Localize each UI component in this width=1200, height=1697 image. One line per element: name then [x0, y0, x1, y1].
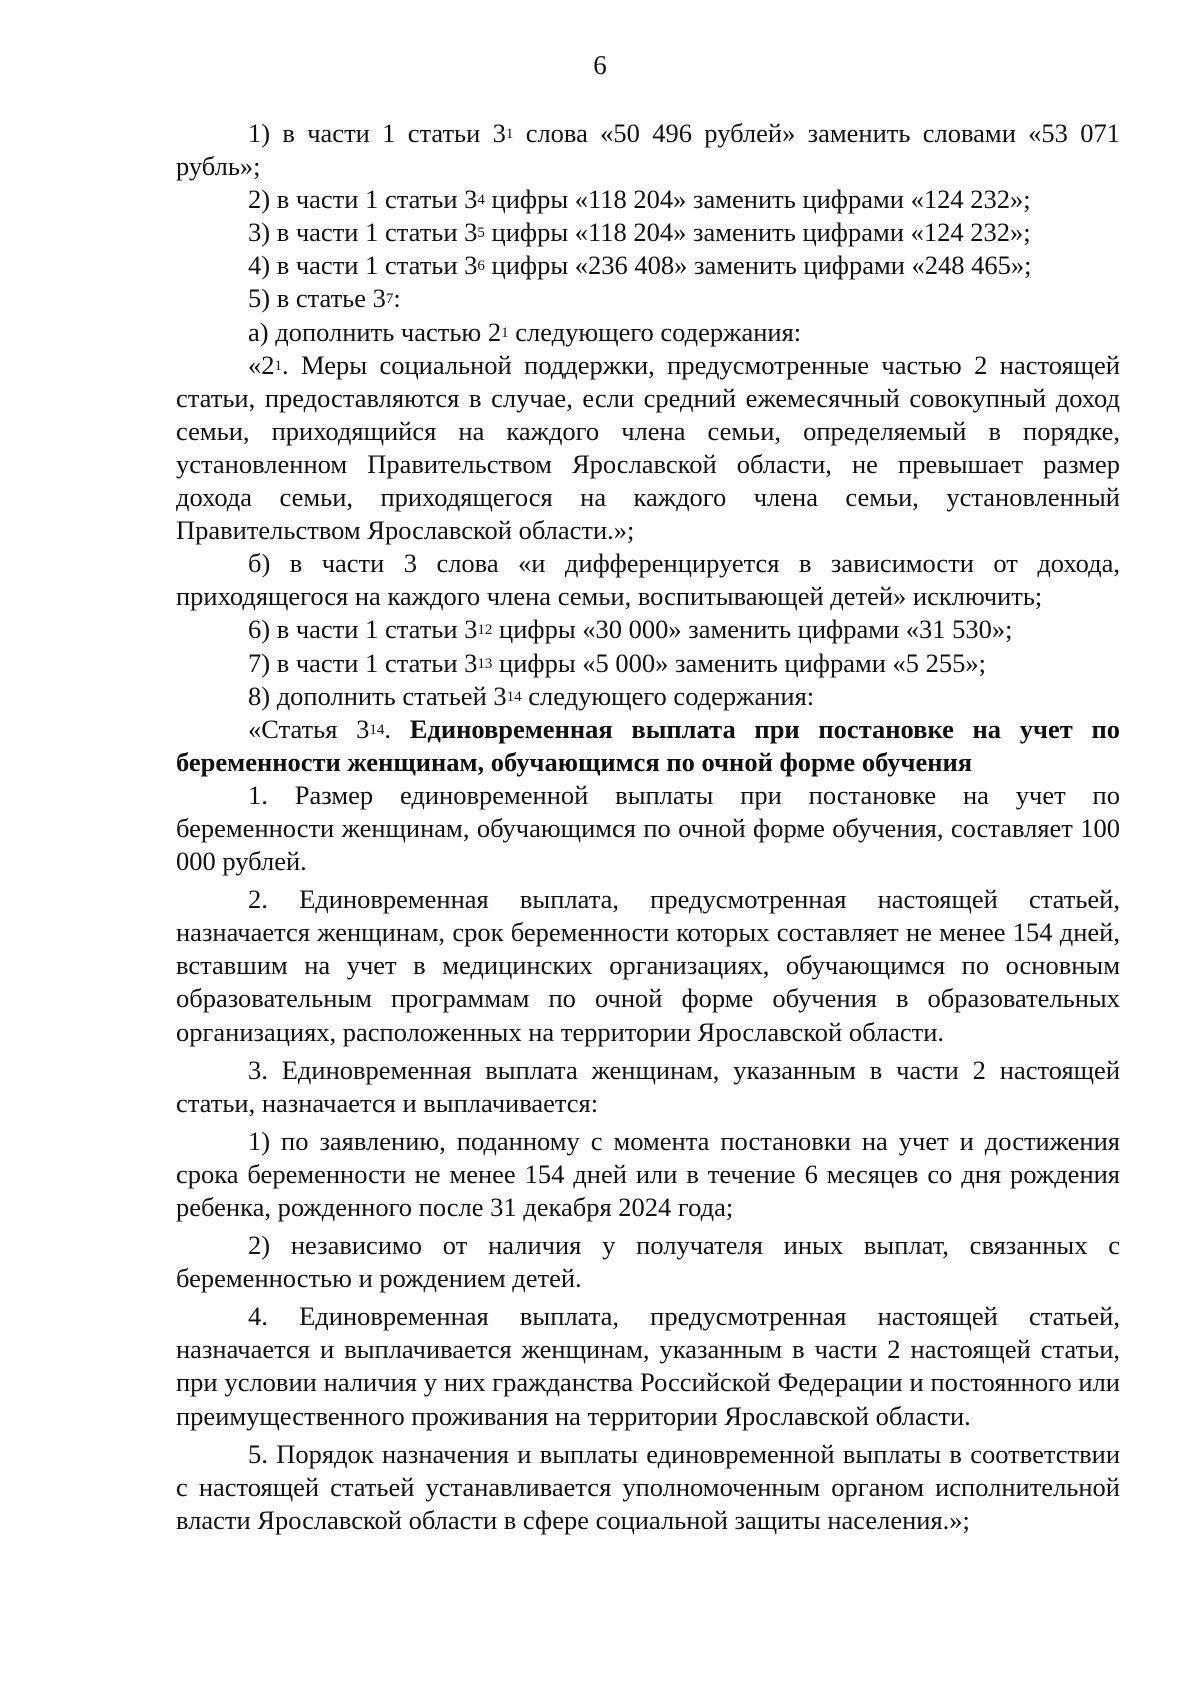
article-part-3-item-2: 2) независимо от наличия у получателя иных выплат, связанных с беременностью и рождением детей.	[176, 1230, 1120, 1294]
paragraph-item-6: а) дополнить частью $2^1$ следующего содержания:	[248, 316, 802, 347]
article-part-2: 2. Единовременная выплата, предусмотренная настоящей статьей, назначается женщинам, срок беременности которых составляет не менее 154 дней, вставшим на учет в медицинских организациях, обучающимся по основным образовательным программам по очной форме обучения в образовательных организациях, расположенных на территории Ярославской области.	[176, 884, 1120, 1047]
paragraph-item-4: 4) в части 1 статьи $3^6$ цифры «236 408» заменить цифрами «248 465»;	[248, 250, 1032, 281]
paragraph-item-1: 1) в части 1 статьи $3^1$ слова «50 496 рублей» заменить словами «53 071 рубль»;	[176, 118, 1121, 182]
article-heading: «Статья $3^{14}$. Единовременная выплата при постановке на учет по беременности женщинам, обучающимся по очной форме обучения	[176, 713, 1120, 777]
superscript: 7	[385, 291, 394, 308]
superscript: 5	[477, 225, 485, 242]
superscript: 13	[477, 655, 493, 672]
paragraph-item-9: 6) в части 1 статьи $3^{12}$ цифры «30 000» заменить цифрами «31 530»;	[248, 614, 1013, 645]
paragraph-item-3: 3) в части 1 статьи $3^5$ цифры «118 204» заменить цифрами «124 232»;	[248, 217, 1031, 248]
paragraph-item-7: «$2^1$. Меры социальной поддержки, предусмотренные частью 2 настоящей статьи, предоставляются в случае, если средний ежемесячный совокупный доход семьи, приходящийся на каждого члена семьи, определяемый в порядке, установленном Правительством Ярославской области, не превышает размер дохода семьи, приходящегося на каждого члена семьи, установленный Правительством Ярославской области.»;	[176, 349, 1120, 546]
superscript: 1	[501, 324, 509, 341]
paragraph-item-11: 8) дополнить статьей $3^{14}$ следующего содержания:	[248, 680, 815, 711]
article-part-3-item-1: 1) по заявлению, поданному с момента постановки на учет и достижения срока беременности не менее 154 дней или в течение 6 месяцев со дня рождения ребенка, рожденного после 31 декабря 2024 года;	[176, 1125, 1120, 1222]
superscript: 6	[477, 258, 485, 275]
paragraph-item-2: 2) в части 1 статьи $3^4$ цифры «118 204» заменить цифрами «124 232»;	[248, 184, 1031, 215]
paragraph-item-8: б) в части 3 слова «и дифференцируется в зависимости от дохода, приходящегося на каждого члена семьи, воспитывающей детей» исключить;	[176, 548, 1120, 612]
superscript: 1	[505, 126, 514, 142]
superscript: 4	[477, 192, 485, 209]
article-title: Единовременная выплата при постановке на учет по беременности женщинам, обучающимся по очной форме обучения	[176, 713, 1120, 777]
document-body	[176, 117, 1120, 1537]
superscript: 14	[369, 721, 385, 738]
article-part-5: 5. Порядок назначения и выплаты единовременной выплаты в соответствии с настоящей статьей устанавливается уполномоченным органом исполнительной власти Ярославской области в сфере социальной защиты населения.»;	[176, 1438, 1120, 1535]
paragraph-item-5: 5) в статье $3^7$:	[248, 283, 401, 314]
paragraph-item-10: 7) в части 1 статьи $3^{13}$ цифры «5 000» заменить цифрами «5 255»;	[248, 647, 987, 678]
article-part-3: 3. Единовременная выплата женщинам, указанным в части 2 настоящей статьи, назначается и выплачивается:	[176, 1054, 1120, 1118]
page-number: 6	[593, 50, 607, 80]
superscript: 12	[477, 622, 493, 639]
article-part-1: 1. Размер единовременной выплаты при постановке на учет по беременности женщинам, обучающимся по очной форме обучения, составляет 100 000 рублей.	[176, 779, 1120, 877]
superscript: 1	[274, 357, 282, 374]
article-part-4: 4. Единовременная выплата, предусмотренная настоящей статьей, назначается и выплачивается женщинам, указанным в части 2 настоящей статьи, при условии наличия у них гражданства Российской Федерации и постоянного или преимущественного проживания на территории Ярославской области.	[176, 1301, 1120, 1431]
superscript: 14	[506, 688, 522, 705]
